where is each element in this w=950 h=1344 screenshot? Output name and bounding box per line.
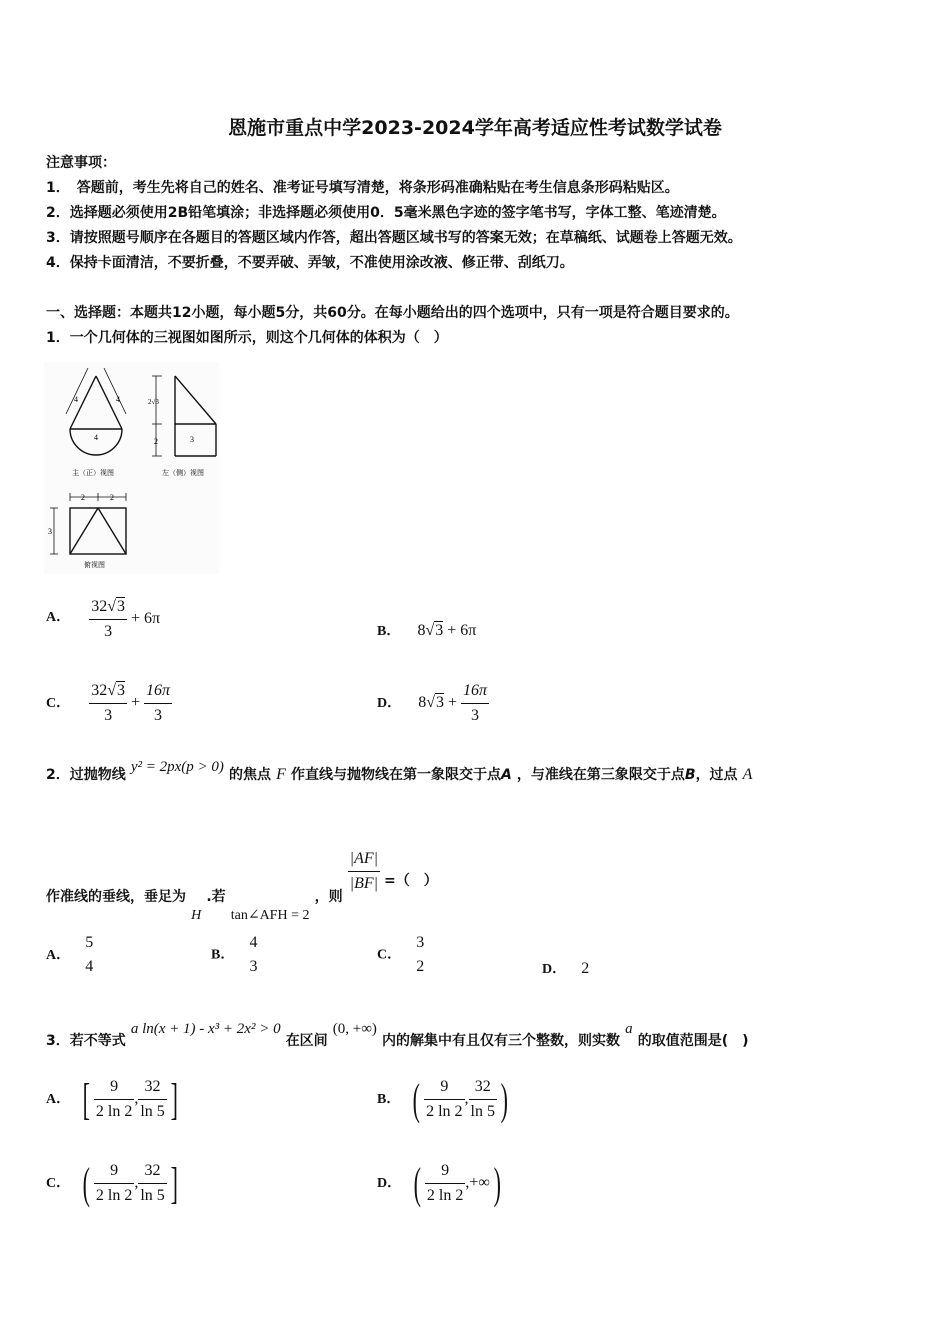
notice-item-4: 4．保持卡面清洁，不要折叠，不要弄破、弄皱，不准使用涂改液、修正带、刮纸刀。 — [46, 255, 574, 271]
notice-heading: 注意事项： — [46, 155, 116, 171]
side-dim-inner: 3 — [190, 435, 194, 444]
q3-stem: 3．若不等式 a ln(x + 1) - x³ + 2x² > 0 在区间 (0, +∞) 内的解集中有且仅有三个整数，则实数 a 的取值范围是( ) — [46, 1021, 749, 1049]
page-title: 恩施市重点中学2023-2024学年高考适应性考试数学试卷 — [228, 117, 722, 139]
q2-option-d[interactable]: D． 2 — [542, 960, 590, 977]
q3-option-d[interactable]: D． ( $\frac{9}{2 \ln 2}$ ,+∞) — [377, 1158, 501, 1208]
front-dim-bottom: 4 — [94, 433, 98, 442]
front-caption: 主（正）视图 — [72, 469, 114, 477]
q3-option-c[interactable]: C． ( $\frac{9}{2 \ln 2}$ , $\frac{32}{\ln 5}$ ] — [46, 1158, 178, 1208]
side-caption: 左（侧）视图 — [162, 469, 204, 477]
top-dim-height: 3 — [48, 527, 52, 536]
top-caption: 俯视图 — [84, 561, 105, 569]
front-dim-right: 4 — [116, 395, 120, 404]
q1-option-c[interactable]: C． $\frac{32√3}{3}$ + $\frac{16\pi}{3}$ — [46, 682, 171, 724]
three-view-drawing — [44, 362, 219, 574]
notice-item-3: 3．请按照题号顺序在各题目的答题区域内作答，超出答题区域书写的答案无效；在草稿纸、试题卷上答题无效。 — [46, 230, 742, 246]
q1-option-a[interactable]: A． $\frac{32√3}{3}$ + 6π — [46, 598, 161, 640]
q2-option-b[interactable]: B． 4 3 — [211, 934, 258, 975]
front-dim-left: 4 — [74, 395, 78, 404]
section-heading: 一、选择题：本题共12小题，每小题5分，共60分。在每小题给出的四个选项中，只有一项是符合题目要求的。 — [46, 305, 739, 321]
three-view-figure — [44, 362, 219, 574]
q1-stem: 1．一个几何体的三视图如图所示，则这个几何体的体积为（ ） — [46, 330, 448, 346]
q3-option-b[interactable]: B． ( $\frac{9}{2 \ln 2}$ , $\frac{32}{\ln 5}$ ) — [377, 1074, 508, 1124]
q2-stem-line2: 作准线的垂线，垂足为 H .若 tan∠AFH = 2 ，则 $\frac{|AF|}{|BF|}$ =（ ） — [46, 850, 438, 924]
top-dim-right: 2 — [110, 493, 114, 502]
side-dim-bottom: 2 — [154, 437, 158, 446]
notice-item-2: 2．选择题必须使用2B铅笔填涂；非选择题必须使用0．5毫米黑色字迹的签字笔书写，字体工整、笔迹清楚。 — [46, 205, 726, 221]
q2-option-c[interactable]: C． 3 2 — [377, 934, 425, 975]
q2-option-a[interactable]: A． 5 4 — [46, 934, 94, 975]
q2-stem-line1: 2．过抛物线 y² = 2px(p > 0) 的焦点 F 作直线与抛物线在第一象限交于点A ，与准线在第三象限交于点B，过点 A — [46, 759, 753, 783]
q1-option-b[interactable]: B． 8√3 + 6π — [377, 622, 477, 639]
side-dim-top: 2√3 — [148, 398, 159, 406]
notice-item-1: 1． 答题前，考生先将自己的姓名、准考证号填写清楚，将条形码准确粘贴在考生信息条形码粘贴区。 — [46, 180, 679, 196]
q3-option-a[interactable]: A． [ $\frac{9}{2 \ln 2}$ , $\frac{32}{\ln 5}$ ] — [46, 1074, 178, 1124]
q1-option-d[interactable]: D． 8√3 + $\frac{16\pi}{3}$ — [377, 682, 488, 724]
top-dim-left: 2 — [81, 493, 85, 502]
